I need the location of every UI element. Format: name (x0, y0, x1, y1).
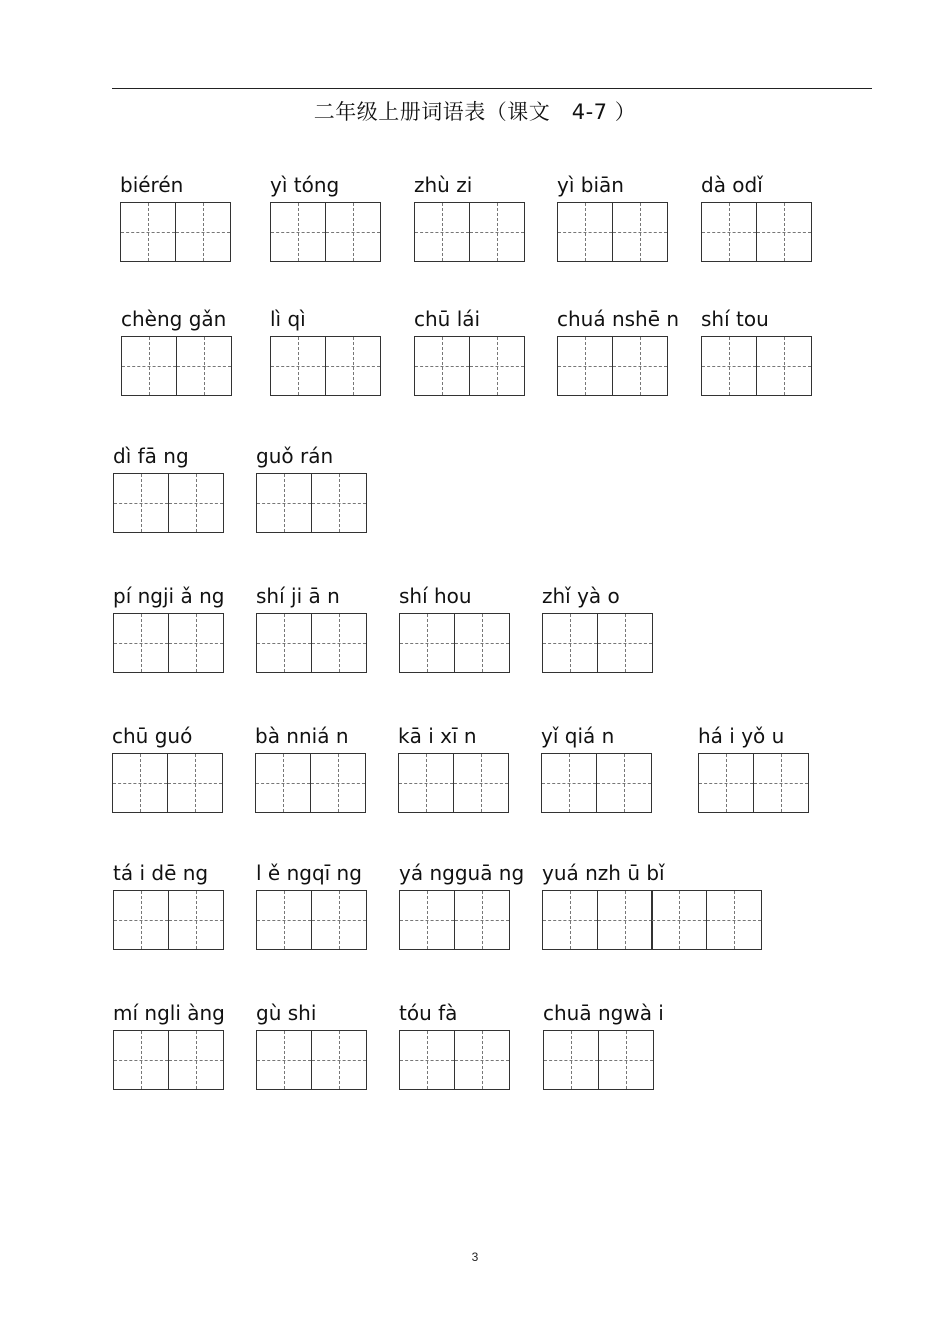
tianzige-cell[interactable] (311, 473, 367, 533)
tianzige-cell[interactable] (557, 202, 613, 262)
writing-grid (113, 613, 222, 673)
tianzige-cell[interactable] (706, 890, 762, 950)
tianzige-cell[interactable] (701, 336, 757, 396)
pinyin-label: zhù zi (414, 173, 473, 197)
word-row (0, 860, 950, 960)
tianzige-cell[interactable] (542, 613, 598, 673)
writing-grid (255, 753, 364, 813)
pinyin-label: chuá nshē n (557, 307, 680, 331)
writing-grid (399, 613, 508, 673)
pinyin-label: guǒ rán (256, 444, 334, 468)
tianzige-cell[interactable] (399, 890, 455, 950)
tianzige-cell[interactable] (454, 613, 510, 673)
writing-grid (543, 1030, 652, 1090)
tianzige-cell[interactable] (453, 753, 509, 813)
tianzige-cell[interactable] (541, 753, 597, 813)
tianzige-cell[interactable] (168, 613, 224, 673)
pinyin-label: yì tóng (270, 173, 340, 197)
tianzige-cell[interactable] (325, 202, 381, 262)
writing-grid (414, 336, 523, 396)
pinyin-label: chuā ngwà i (543, 1001, 664, 1025)
writing-grid (541, 753, 650, 813)
word-row (0, 583, 950, 683)
tianzige-cell[interactable] (113, 890, 169, 950)
pinyin-label: chèng gǎn (121, 307, 227, 331)
word-row (0, 172, 950, 272)
tianzige-cell[interactable] (310, 753, 366, 813)
tianzige-cell[interactable] (167, 753, 223, 813)
writing-grid (701, 336, 810, 396)
tianzige-cell[interactable] (256, 890, 312, 950)
pinyin-label: tá i dē ng (113, 861, 209, 885)
tianzige-cell[interactable] (270, 336, 326, 396)
tianzige-cell[interactable] (399, 1030, 455, 1090)
tianzige-cell[interactable] (399, 613, 455, 673)
writing-grid (698, 753, 807, 813)
pinyin-label: zhǐ yà o (542, 584, 620, 608)
tianzige-cell[interactable] (112, 753, 168, 813)
writing-grid (112, 753, 221, 813)
pinyin-label: há i yǒ u (698, 724, 785, 748)
pinyin-label: shí hou (399, 584, 472, 608)
pinyin-label: l ě ngqī ng (256, 861, 362, 885)
pinyin-label: dà odǐ (701, 173, 763, 197)
pinyin-label: biérén (120, 173, 184, 197)
tianzige-cell[interactable] (325, 336, 381, 396)
writing-grid (270, 202, 379, 262)
pinyin-label: shí tou (701, 307, 769, 331)
tianzige-cell[interactable] (311, 890, 367, 950)
tianzige-cell[interactable] (454, 1030, 510, 1090)
tianzige-cell[interactable] (542, 890, 598, 950)
tianzige-cell[interactable] (176, 336, 232, 396)
tianzige-cell[interactable] (454, 890, 510, 950)
pinyin-label: shí ji ā n (256, 584, 340, 608)
tianzige-cell[interactable] (270, 202, 326, 262)
pinyin-label: tóu fà (399, 1001, 458, 1025)
tianzige-cell[interactable] (256, 613, 312, 673)
word-row (0, 443, 950, 543)
tianzige-cell[interactable] (398, 753, 454, 813)
pinyin-label: kā i xī n (398, 724, 477, 748)
tianzige-cell[interactable] (557, 336, 613, 396)
pinyin-label: yuá nzh ū bǐ (542, 861, 665, 885)
writing-grid (557, 202, 666, 262)
writing-grid (557, 336, 666, 396)
tianzige-cell[interactable] (597, 890, 653, 950)
pinyin-label: lì qì (270, 307, 306, 331)
pinyin-label: chū guó (112, 724, 193, 748)
writing-grid (113, 473, 222, 533)
writing-grid (121, 336, 230, 396)
pinyin-label: bà nniá n (255, 724, 349, 748)
writing-grid (399, 1030, 508, 1090)
tianzige-cell[interactable] (168, 473, 224, 533)
writing-grid (398, 753, 507, 813)
tianzige-cell[interactable] (596, 753, 652, 813)
writing-grid (113, 1030, 222, 1090)
word-row (0, 723, 950, 823)
writing-grid (120, 202, 229, 262)
tianzige-cell[interactable] (113, 473, 169, 533)
writing-grid (399, 890, 508, 950)
word-row (0, 1000, 950, 1100)
tianzige-cell[interactable] (756, 336, 812, 396)
pinyin-label: gù shi (256, 1001, 317, 1025)
writing-grid (542, 890, 760, 950)
tianzige-cell[interactable] (469, 336, 525, 396)
tianzige-cell[interactable] (597, 613, 653, 673)
tianzige-cell[interactable] (120, 202, 176, 262)
pinyin-label: mí ngli àng (113, 1001, 225, 1025)
writing-grid (113, 890, 222, 950)
tianzige-cell[interactable] (543, 1030, 599, 1090)
tianzige-cell[interactable] (414, 336, 470, 396)
pinyin-label: yá ngguā ng (399, 861, 525, 885)
writing-grid (542, 613, 651, 673)
writing-grid (414, 202, 523, 262)
tianzige-cell[interactable] (255, 753, 311, 813)
writing-grid (701, 202, 810, 262)
page-number: 3 (471, 1250, 479, 1264)
tianzige-cell[interactable] (168, 890, 224, 950)
tianzige-cell[interactable] (256, 1030, 312, 1090)
pinyin-label: yì biān (557, 173, 624, 197)
tianzige-cell[interactable] (701, 202, 757, 262)
writing-grid (256, 473, 365, 533)
tianzige-cell[interactable] (311, 1030, 367, 1090)
tianzige-cell[interactable] (612, 336, 668, 396)
tianzige-cell[interactable] (469, 202, 525, 262)
writing-grid (256, 1030, 365, 1090)
tianzige-cell[interactable] (113, 1030, 169, 1090)
tianzige-cell[interactable] (256, 473, 312, 533)
pinyin-label: pí ngji ǎ ng (113, 584, 225, 608)
tianzige-cell[interactable] (121, 336, 177, 396)
page-title: 二年级上册词语表（课文 4-7 ） (313, 100, 637, 124)
tianzige-cell[interactable] (168, 1030, 224, 1090)
tianzige-cell[interactable] (414, 202, 470, 262)
writing-grid (256, 890, 365, 950)
tianzige-cell[interactable] (113, 613, 169, 673)
pinyin-label: yǐ qiá n (541, 724, 615, 748)
pinyin-label: dì fā ng (113, 444, 189, 468)
tianzige-cell[interactable] (311, 613, 367, 673)
tianzige-cell[interactable] (698, 753, 754, 813)
tianzige-cell[interactable] (756, 202, 812, 262)
tianzige-cell[interactable] (651, 890, 707, 950)
tianzige-cell[interactable] (175, 202, 231, 262)
tianzige-cell[interactable] (753, 753, 809, 813)
writing-grid (270, 336, 379, 396)
tianzige-cell[interactable] (598, 1030, 654, 1090)
pinyin-label: chū lái (414, 307, 481, 331)
tianzige-cell[interactable] (612, 202, 668, 262)
word-row (0, 306, 950, 406)
writing-grid (256, 613, 365, 673)
